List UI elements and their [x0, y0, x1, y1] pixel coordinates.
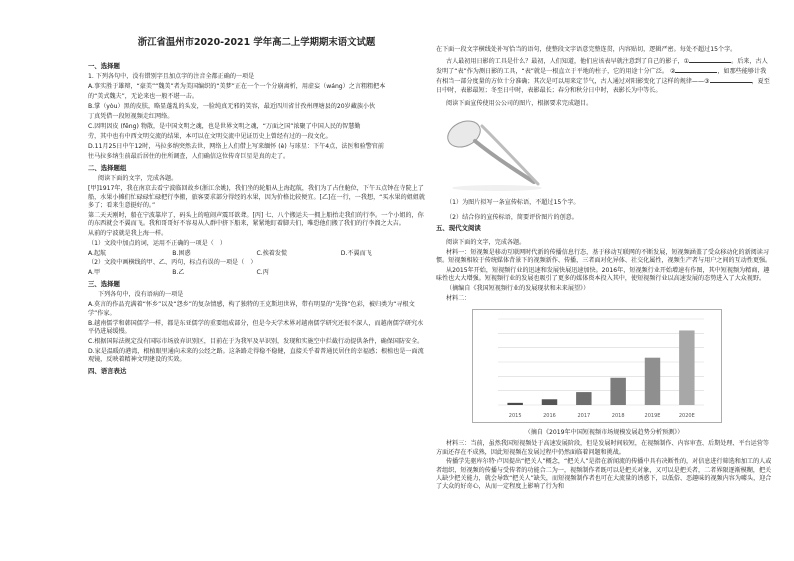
shadow: [452, 185, 542, 191]
left-column: [88, 59, 425, 379]
bar-chart: [472, 309, 722, 423]
question-stem: 下列各句中，没有语病的一项是: [98, 291, 184, 299]
x-tick-label: 2017: [577, 412, 591, 419]
bar: [610, 377, 625, 404]
question-stem: （1）文段中加点的词，运用不正确的一项是（ ）: [88, 240, 226, 248]
option: B.乙: [172, 268, 185, 276]
x-tick-label: 2018: [611, 412, 625, 419]
passage-text: 古人最初用日影的工具是什么？最初，人们知道，他们应该表早就注意到了自己的影子，①: [446, 57, 690, 65]
passage-paragraph: [436, 56, 772, 95]
passage-paragraph: [甲]1917年，我在南京去看宁波临回故乡(浙江余姚)，我们坐的轮船从上海起航，我们为了占住舱位，下午五点钟在寺院上了船，水果小摊们忙碌碌忙碌把行李搬，旅客要求部分得经的水果，因为价格比较便宜。[乙]在一行，一我想，“买水果的姐姐就多了；看来生意挺好的。”: [88, 185, 425, 210]
spoon-chopsticks-image: [442, 114, 552, 192]
question-stem: （2）结合你的宣传标语，简要评价图片的创意。: [446, 213, 578, 221]
option: C.丙: [256, 268, 269, 276]
option: C.挨着发慌: [256, 250, 288, 258]
answer-blank[interactable]: [675, 66, 717, 73]
section-heading: 三、选择题: [88, 279, 120, 288]
option-c: C.因明因皮 (fēng) 物散，是中国文明之魂，也是世界文明之魂，“万面之国”浓聚了中国人民的智慧勤: [88, 122, 361, 130]
reading-intro: 阅读下面的文字，完成各题。: [446, 238, 526, 246]
bar: [542, 399, 557, 405]
option-b: B.掌（yòu）黑的皮肤，略显蓬乱的头发，一脸纯真无邪的笑容，最近四川省甘孜州理塘县的20岁藏族小伙: [88, 102, 376, 110]
chart-caption: （摘自《2019年中国短视频市场规模发展趋势分析预测》）: [524, 429, 684, 436]
x-tick-label: 2016: [543, 412, 556, 419]
option-c: C.根据国际法规定没有国际市场放弃识别区，目前在于为我军及早识别，发现和实施空中拦截行动提供条件，确保国防安全。: [88, 337, 424, 345]
material-label: 材料二：: [446, 294, 471, 302]
question-stem: 在下面一段文字横线处补写恰当的语句，使整段文字语意完整连贯，内容贴切，逻辑严密。每处不超过15个字。: [436, 46, 737, 53]
passage-text: 。后来，古人发明了“表”作为测日影的工具，“表”就是一根直立于平地的柱子，它的用途十分广泛。: [436, 57, 768, 76]
source-note: （摘编自《我国短视频行业的发展现状和未来展望》）: [446, 284, 590, 292]
option: A.起航: [88, 250, 107, 258]
answer-blank[interactable]: [689, 56, 731, 63]
section-heading: 一、选择题: [88, 61, 120, 70]
material-paragraph: 材料三：当前，虽然我国短视频处于高速发展阶段，但是发展时间较短，在视频制作、内容审查、后期处理、平台运营等方面还存在不成熟，因此短视频在发展过程中仍然面临着问题和挑战。: [436, 440, 769, 456]
bar: [645, 357, 660, 404]
option-a: A.莫言的作品充满着“怀乡”以及“怨乡”的复杂情感，构了独特的王克斯坦世界，带有明显的“先锋”色彩，被归类为“寻根文学”作家。: [88, 301, 415, 317]
question-stem: 阅读下面宣传使用公公司的图片，根据要求完成题目。: [446, 100, 593, 108]
x-tick-label: 2015: [508, 412, 522, 419]
material-paragraph: 材料一：短视频是移动互联网时代新的传播信息行态，基于移动互联网的不断发展，短视频涵盖了受众移动化的新阅读习惯。短视频相较于传统媒体背景下的视频新作、传播，三者面对化异体、社交化属性，视频生产者与用户之间的互动性更强。: [436, 248, 772, 264]
option-b-cont: 丁真凭借一段短视频走红网络。: [88, 112, 174, 120]
passage-text: ②: [669, 68, 676, 76]
option: B.困惑: [172, 250, 191, 258]
option-a: A.事实胜于雄辩，“豪美”“魏美”者为美国编织的“美梦”正在一个一个分崩离析，用虚妄（wáng）之言粗粗把本: [88, 82, 386, 90]
option: D.不翼而飞: [340, 250, 372, 258]
x-tick-label: 2020E: [678, 412, 695, 419]
passage-text: ，如那些能够计我有相当一部分度量的方位十分准确；其次是可以用来定节气，古人通过对阳影变化了这样的规律——③: [436, 68, 767, 86]
section-heading: 五、现代文阅读: [436, 224, 481, 233]
option-d: D.家是温暖的港湾，根植眼里通向未来的公经之路。这条路走得稳不稳健，直接关乎着普通民居住的幸福感；根植也是一面流观镜，反映着精神文明建设的实效。: [88, 347, 424, 364]
option-d-cont: 往马拉多纳生前最后居住的住所调查，人们确信这位传奇巨星是真的走了。: [88, 152, 290, 160]
question-stem: 1. 下列各句中，没有错别字且加点字的注音全都正确的一项是: [88, 72, 255, 80]
answer-blank[interactable]: [710, 76, 752, 83]
option-row: [88, 269, 425, 277]
passage-paragraph: 从前的宁波就是我上海一样。: [88, 230, 168, 238]
option-b: B.越南儒学和韩国儒学一样，都是东亚儒学的重要组成部分，但是今天学术界对越南儒学研究还很不深人，而越南儒学研究水平仍进展缓慢。: [88, 319, 424, 335]
material-paragraph: 传播学先驱库尔特·卢因提出“把关人”概念，“把关人”是指在新闻流的传播中具有决断性的，对信息进行筛选和加工的人或者组织，短视频的传播与受传者的功能合二为一，视频制作者既可以是把关对象，又可以是把关者，二者界限逐渐模糊，把关人缺少把关能力，就会导致“把关人”缺失，而短视频制作者也可在大流量的诱惑下，以低俗、恶趣味的视频内容为噱头，迎合了大众的好奇心，从而一定程度上影响了行为和: [436, 458, 772, 491]
option-c-cont: 劳，其中也有中西文明交流的结果，本可以在文明交流中见证历史上曾经有过的一段文化。: [88, 132, 332, 140]
bar: [576, 392, 591, 405]
passage-text: ，夏至日中时，表影最短；冬至日中时，表影最长；春分和秋分日中时，表影长为中等长。: [436, 78, 770, 94]
section-heading: 二、选择题组: [88, 163, 127, 172]
spoon-bowl: [444, 116, 485, 152]
question-stem: （1）为图片拟写一条宣传标语，不超过15个字。: [446, 199, 580, 207]
question-stem: （2）文段中画横线的甲、乙、丙句，标点有误的一项是（ ）: [88, 258, 257, 266]
passage-paragraph: 第二天天刚时，船在宁波靠岸了，码头上的喧闹声震耳欲聋。[丙] 七、八个搬运夫一拥上船抬走我们的行李。一个小姐的，你的东西就会不翼而飞。我和哥哥好不容易从人群中挤下船来，紧紧地盯着脚夫们，唯恐他们搬了我们的行李溜之大吉。: [88, 212, 424, 228]
reading-intro: 阅读下面的文字，完成各题。: [98, 175, 178, 183]
section-heading: 四、语言表达: [88, 367, 127, 376]
page-title: 浙江省温州市2020-2021 学年高二上学期期末语文试题: [137, 37, 376, 48]
option-d: D.11月25日中午12时，马拉多纳突然去世，网络上人们借上写来缅怀 (è) 与球星：下午4点，法医和验警官前: [88, 142, 384, 150]
option-row: [88, 250, 425, 258]
x-tick-label: 2019E: [644, 412, 661, 419]
option-a-cont: 的“美式魏夫”，无论来也一般不堪一击。: [88, 92, 198, 100]
right-column: [436, 46, 772, 493]
option: A.甲: [88, 268, 101, 276]
material-paragraph: 从2015年开始，短视频行业的迅速和发展快展迅速加快。2016年，短视频行业开始增速有作图，其中短视频为精商，趣味性也大大增强。短视频行业的发展也吸引了更多的媒体资本投入其中，使短视频行业以高速发展的态势进入了大众视野。: [436, 266, 770, 283]
bar: [679, 330, 694, 405]
bar: [507, 403, 522, 405]
